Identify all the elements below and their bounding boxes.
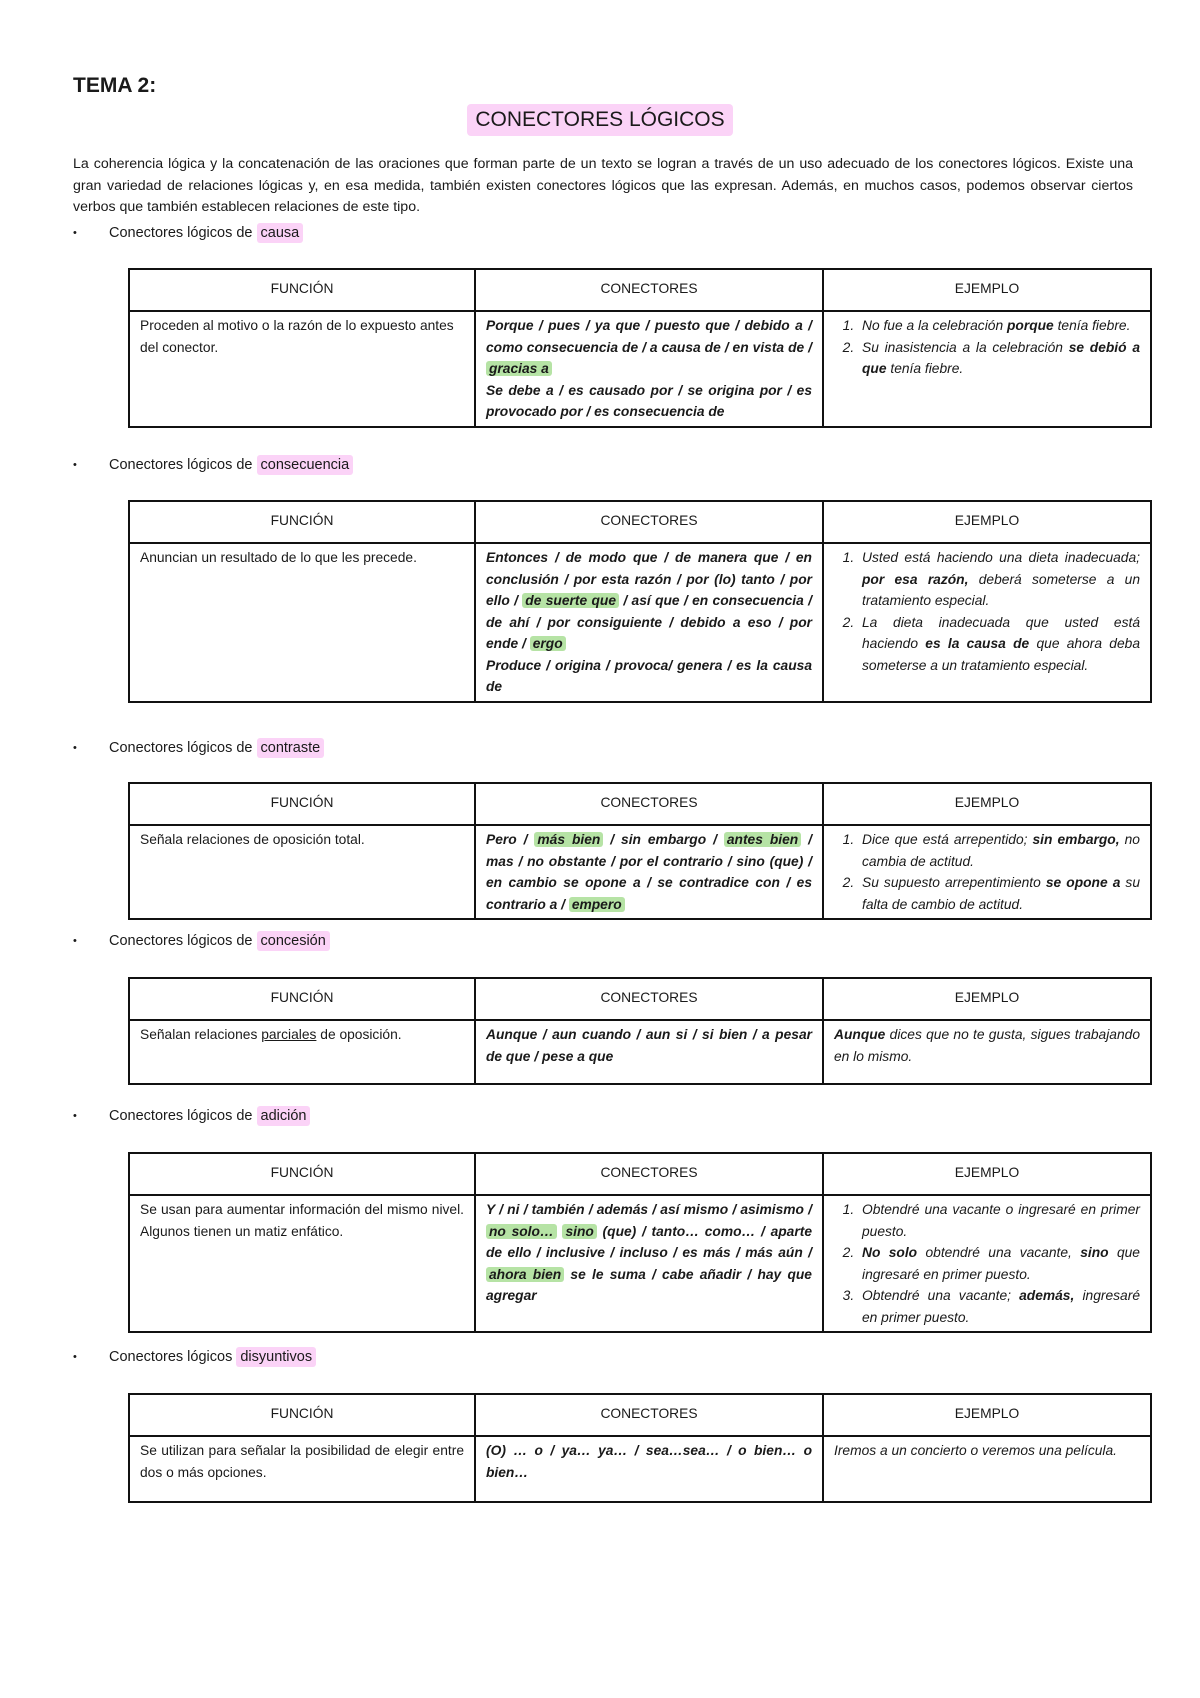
cell-funcion: Señalan relaciones parciales de oposición. — [129, 1020, 475, 1084]
table-header-row — [129, 783, 1151, 825]
heading-highlight: disyuntivos — [236, 1347, 316, 1367]
conectores-text: Pero / — [486, 832, 528, 847]
example-list — [834, 1199, 1140, 1328]
example-item: 2. Su supuesto arrepentimiento se opone a su falta de cambio de actitud. — [858, 872, 1140, 915]
table-row — [129, 1020, 1151, 1084]
header-funcion: FUNCIÓN — [129, 1394, 475, 1436]
table-row — [129, 1436, 1151, 1502]
header-ejemplo: EJEMPLO — [823, 1394, 1151, 1436]
example-list — [834, 829, 1140, 915]
header-ejemplo: EJEMPLO — [823, 978, 1151, 1020]
intro-paragraph: La coherencia lógica y la concatenación de las oraciones que forman parte de un texto se logran a través de un uso adecuado de los conectores lógicos. Existe una gran variedad de relaciones lógicas y, en esa medida, también existen conectores lógicos que las expresan. Además, en muchos casos, podemos observar ciertos verbos que también establecen relaciones de este tipo. — [73, 156, 1133, 215]
cell-ejemplo — [823, 825, 1151, 919]
table-row — [129, 543, 1151, 702]
conector-highlight: antes bien — [724, 832, 801, 847]
cell-conectores — [475, 825, 823, 919]
cell-funcion: Proceden al motivo o la razón de lo expuesto antes del conector. — [129, 311, 475, 427]
cell-funcion: Anuncian un resultado de lo que les precede. — [129, 543, 475, 702]
cell-conectores: Aunque / aun cuando / aun si / si bien / a pesar de que / pese a que — [475, 1020, 823, 1084]
header-funcion: FUNCIÓN — [129, 501, 475, 543]
conector-highlight: ergo — [530, 636, 566, 651]
table-row — [129, 311, 1151, 427]
table-row — [129, 825, 1151, 919]
header-funcion: FUNCIÓN — [129, 783, 475, 825]
cell-conectores — [475, 543, 823, 702]
conectores-text: Porque / pues / ya que / puesto que / debido a / como consecuencia de / a causa de / en vista de / — [486, 318, 812, 355]
header-conectores: CONECTORES — [475, 1394, 823, 1436]
table-adicion — [128, 1152, 1152, 1333]
table-header-row — [129, 501, 1151, 543]
example-item: 2. Su inasistencia a la celebración se debió a que tenía fiebre. — [858, 337, 1140, 380]
table-contraste — [128, 782, 1152, 920]
conectores-text: / sin embargo / — [610, 832, 717, 847]
header-conectores: CONECTORES — [475, 783, 823, 825]
example-item: 1. Obtendré una vacante o ingresaré en primer puesto. — [858, 1199, 1140, 1242]
header-conectores: CONECTORES — [475, 1153, 823, 1195]
cell-funcion: Se utilizan para señalar la posibilidad de elegir entre dos o más opciones. — [129, 1436, 475, 1502]
header-conectores: CONECTORES — [475, 978, 823, 1020]
heading-prefix: Conectores lógicos de — [109, 1108, 253, 1124]
header-funcion: FUNCIÓN — [129, 978, 475, 1020]
section-heading-concesion — [73, 933, 330, 949]
table-header-row — [129, 1153, 1151, 1195]
conectores-text: Entonces / de modo que / de manera que / en conclusión / por esta razón / por (lo) tanto / por ello / — [486, 550, 812, 608]
header-funcion: FUNCIÓN — [129, 1153, 475, 1195]
example-list — [834, 547, 1140, 676]
cell-ejemplo: Iremos a un concierto o veremos una película. — [823, 1436, 1151, 1502]
table-row — [129, 1195, 1151, 1332]
bullet: • — [73, 1351, 77, 1363]
conector-highlight: de suerte que — [522, 593, 619, 608]
section-heading-disyuntivos — [73, 1349, 316, 1365]
conector-highlight: sino — [562, 1224, 596, 1239]
cell-ejemplo — [823, 1195, 1151, 1332]
header-funcion: FUNCIÓN — [129, 269, 475, 311]
cell-conectores — [475, 311, 823, 427]
cell-funcion: Se usan para aumentar información del mismo nivel. Algunos tienen un matiz enfático. — [129, 1195, 475, 1332]
conectores-text: / así que / en consecuencia / de ahí / por consiguiente / debido a eso / por ende / — [486, 593, 812, 651]
bullet: • — [73, 935, 77, 947]
heading-prefix: Conectores lógicos de — [109, 740, 253, 756]
heading-highlight: concesión — [257, 931, 330, 951]
example-item: 1. No fue a la celebración porque tenía fiebre. — [858, 315, 1140, 337]
example-item: 2. La dieta inadecuada que usted está haciendo es la causa de que ahora deba someterse a un tratamiento especial. — [858, 612, 1140, 677]
conectores-text: Se debe a / es causado por / se origina por / es provocado por / es consecuencia de — [486, 382, 812, 419]
header-conectores: CONECTORES — [475, 501, 823, 543]
header-ejemplo: EJEMPLO — [823, 501, 1151, 543]
table-header-row — [129, 978, 1151, 1020]
conector-highlight: empero — [569, 897, 625, 912]
example-list — [834, 315, 1140, 380]
table-consecuencia — [128, 500, 1152, 703]
heading-prefix: Conectores lógicos de — [109, 225, 253, 241]
bullet: • — [73, 459, 77, 471]
table-header-row — [129, 269, 1151, 311]
table-disyuntivos — [128, 1393, 1152, 1503]
header-conectores: CONECTORES — [475, 269, 823, 311]
section-heading-causa — [73, 225, 303, 241]
table-causa — [128, 268, 1152, 428]
heading-prefix: Conectores lógicos — [109, 1349, 233, 1365]
heading-highlight: contraste — [257, 738, 325, 758]
section-heading-adicion — [73, 1108, 310, 1124]
example-item: 3. Obtendré una vacante; además, ingresaré en primer puesto. — [858, 1285, 1140, 1328]
header-ejemplo: EJEMPLO — [823, 1153, 1151, 1195]
bullet: • — [73, 1110, 77, 1122]
heading-highlight: consecuencia — [257, 455, 354, 475]
heading-prefix: Conectores lógicos de — [109, 457, 253, 473]
conectores-text: Y / ni / también / además / así mismo / asimismo / — [486, 1202, 812, 1217]
conectores-text: se le suma / cabe añadir / hay que agregar — [486, 1266, 812, 1303]
page-title — [0, 97, 1200, 136]
conector-highlight: no solo… — [486, 1224, 557, 1239]
example-item: 1. Usted está haciendo una dieta inadecuada; por esa razón, deberá someterse a un tratamiento especial. — [858, 547, 1140, 612]
conectores-text: / mas / no obstante / por el contrario / sino (que) / en cambio se opone a / se contradice con / es contrario a / — [486, 832, 812, 912]
bullet: • — [73, 742, 77, 754]
header-ejemplo: EJEMPLO — [823, 783, 1151, 825]
conector-highlight: más bien — [534, 832, 603, 847]
conectores-text: (que) / tanto… como… / aparte de ello / inclusive / incluso / es más / más aún / — [486, 1223, 812, 1260]
cell-conectores — [475, 1195, 823, 1332]
header-ejemplo: EJEMPLO — [823, 269, 1151, 311]
page-title-text: CONECTORES LÓGICOS — [467, 104, 732, 136]
cell-conectores: (O) … o / ya… ya… / sea…sea… / o bien… o bien… — [475, 1436, 823, 1502]
heading-highlight: causa — [257, 223, 304, 243]
cell-ejemplo: Aunque dices que no te gusta, sigues trabajando en lo mismo. — [823, 1020, 1151, 1084]
bullet: • — [73, 227, 77, 239]
heading-prefix: Conectores lógicos de — [109, 933, 253, 949]
cell-ejemplo — [823, 311, 1151, 427]
conectores-text: Produce / origina / provoca/ genera / es la causa de — [486, 657, 812, 694]
heading-highlight: adición — [257, 1106, 311, 1126]
example-item: 2. No solo obtendré una vacante, sino que ingresaré en primer puesto. — [858, 1242, 1140, 1285]
section-heading-contraste — [73, 740, 324, 756]
conector-highlight: gracias a — [486, 361, 552, 376]
cell-funcion: Señala relaciones de oposición total. — [129, 825, 475, 919]
example-item: 1. Dice que está arrepentido; sin embargo, no cambia de actitud. — [858, 829, 1140, 872]
section-heading-consecuencia — [73, 457, 353, 473]
table-header-row — [129, 1394, 1151, 1436]
cell-ejemplo — [823, 543, 1151, 702]
tema-label: TEMA 2: — [73, 74, 157, 97]
conector-highlight: ahora bien — [486, 1267, 564, 1282]
table-concesion — [128, 977, 1152, 1085]
